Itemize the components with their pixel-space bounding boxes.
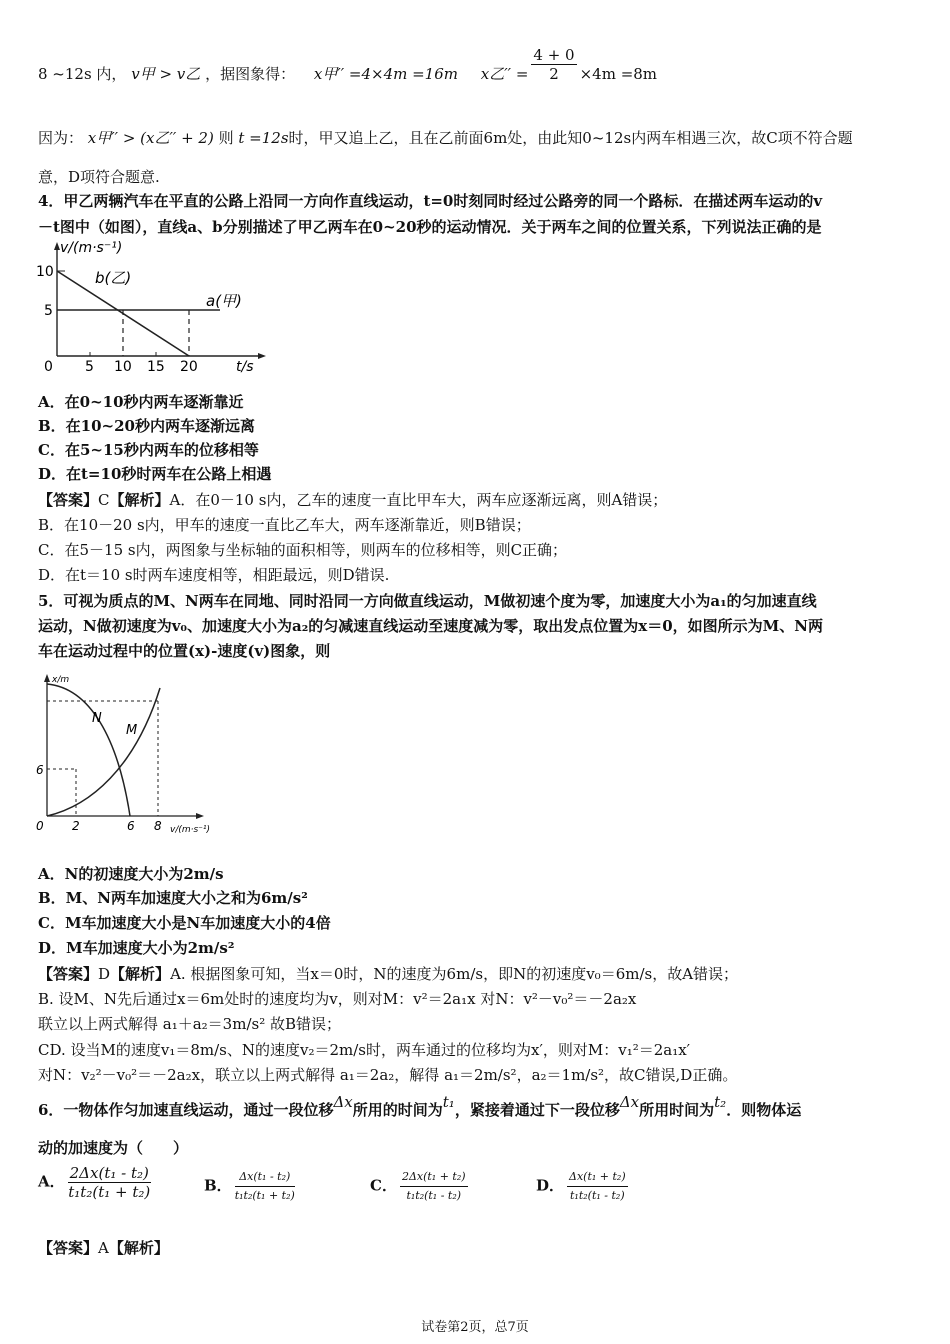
q5-stem-1: 5．可视为质点的M、N两车在同地、同时沿同一方向做直线运动，M做初速个度为零，加速度大小为a₁的匀加速直线 — [38, 592, 817, 610]
q6-option-a: A． $\frac{\text{2Δx(t₁ - t₂)}}{\text{t₁t₂(t₁ + t₂)}}$ — [38, 1164, 151, 1201]
q6-option-b: B． $\frac{\text{Δx(t₁ - t₂)}}{\text{t₁t₂(t₁ + t₂)}}$ — [204, 1170, 295, 1202]
q4-option-d: D．在t=10秒时两车在公路上相遇 — [38, 465, 272, 483]
x-yi: x乙′′ = — [480, 65, 529, 83]
prev-line-3: 意，D项符合题意. — [38, 168, 160, 186]
xtick-0: 0 — [44, 359, 53, 375]
x-jia: x甲′′ =4×4m =16m — [313, 65, 458, 83]
q6-stem-1: 6．一物体作匀加速直线运动，通过一段位移Δx所用的时间为t₁，紧接着通过下一段位移Δx所用时间为t₂．则物体运 — [38, 1093, 802, 1119]
q5-stem-3: 车在运动过程中的位置(x)-速度(v)图象，则 — [38, 642, 331, 660]
curve-m — [47, 688, 160, 816]
q4-vt-chart — [30, 238, 270, 376]
q5-expl-b2: 联立以上两式解得 a₁＋a₂＝3m/s² 故B错误； — [38, 1015, 342, 1033]
q5-expl-b: B. 设M、N先后通过x＝6m处时的速度均为v，则对M：v²＝2a₁x 对N：v²－v₀²＝－2a₂x — [38, 990, 637, 1008]
q6-option-d: D． $\frac{\text{Δx(t₁ + t₂)}}{\text{t₁t₂(t₁ - t₂)}}$ — [536, 1170, 626, 1202]
q4-option-a: A．在0~10秒内两车逐渐靠近 — [38, 393, 244, 411]
q4-stem-2: －t图中（如图），直线a、b分别描述了甲乙两车在0~20秒的运动情况．关于两车之间的位置关系，下列说法正确的是 — [38, 218, 822, 236]
q6-stem-2: 动的加速度为（ ） — [38, 1139, 189, 1157]
q6-option-c: C． $\frac{\text{2Δx(t₁ + t₂)}}{\text{t₁t₂(t₁ - t₂)}}$ — [370, 1170, 466, 1202]
q4-ylabel: v/(m·s⁻¹) — [60, 240, 123, 256]
q5-option-a: A．N的初速度大小为2m/s — [38, 865, 224, 883]
page-footer: 试卷第2页，总7页 — [421, 1320, 529, 1335]
fraction: $\frac{4 + 0}{2}$ — [533, 45, 575, 83]
q4-expl-b: B．在10－20 s内，甲车的速度一直比乙车大，两车逐渐靠近，则B错误； — [38, 516, 531, 534]
ytick-5: 5 — [44, 303, 53, 319]
xtick-10: 10 — [114, 359, 132, 375]
xtick-2: 2 — [72, 819, 80, 833]
curve-n — [47, 684, 130, 816]
q5-expl-cd: CD. 设当M的速度v₁＝8m/s、N的速度v₂＝2m/s时，两车通过的位移均为x′，则对M：v₁²＝2a₁x′ — [38, 1041, 691, 1059]
q5-xlabel: v/(m·s⁻¹) — [170, 825, 211, 835]
q4-answer: 【答案】C【解析】A．在0－10 s内，乙车的速度一直比甲车大，两车应逐渐远离，则A错误； — [38, 491, 668, 509]
label-m: M — [126, 723, 138, 738]
prev-line-1: 8 ~12s 内， v甲 > v乙 ，据图象得： x甲′′ =4×4m =16m x乙′′ = $\frac{4 + 0}{2}$ ×4m =8m — [38, 45, 658, 83]
inequality: x甲′′ > (x乙′′ + 2) — [87, 129, 214, 147]
q5-ylabel: x/m — [52, 675, 70, 685]
xtick-0: 0 — [36, 819, 44, 833]
q4-option-c: C．在5~15秒内两车的位移相等 — [38, 441, 259, 459]
q4-xlabel: t/s — [236, 359, 254, 375]
q5-option-b: B．M、N两车加速度大小之和为6m/s² — [38, 889, 308, 907]
xtick-15: 15 — [147, 359, 165, 375]
q5-option-c: C．M车加速度大小是N车加速度大小的4倍 — [38, 914, 331, 932]
q5-answer: 【答案】D【解析】A. 根据图象可知，当x＝0时，N的速度为6m/s，即N的初速度v₀＝6m/s，故A错误； — [38, 965, 739, 983]
xtick-5: 5 — [85, 359, 94, 375]
ytick-10: 10 — [36, 264, 54, 280]
q4-stem-1: 4．甲乙两辆汽车在平直的公路上沿同一方向作直线运动，t=0时刻同时经过公路旁的同一个路标．在描述两车运动的v — [38, 192, 823, 210]
v-compare: v甲 > v乙 — [131, 65, 201, 83]
label-a: a(甲) — [206, 292, 242, 310]
q4-expl-d: D．在t＝10 s时两车速度相等，相距最远，则D错误. — [38, 566, 390, 584]
q5-expl-cd2: 对N：v₂²－v₀²＝－2a₂x，联立以上两式解得 a₁＝2a₂，解得 a₁＝2m/s²，a₂＝1m/s²，故C错误,D正确。 — [38, 1066, 738, 1084]
xtick-6: 6 — [127, 819, 135, 833]
xtick-20: 20 — [180, 359, 198, 375]
q4-expl-c: C．在5－15 s内，两图象与坐标轴的面积相等，则两车的位移相等，则C正确； — [38, 541, 568, 559]
q5-option-d: D．M车加速度大小为2m/s² — [38, 939, 235, 957]
ytick-6: 6 — [36, 763, 44, 777]
prev-line-2: 因为： x甲′′ > (x乙′′ + 2) 则 t =12s时，甲又追上乙，且在乙前面6m处，由此知0~12s内两车相遇三次，故C项不符合题 — [38, 129, 853, 147]
label-b: b(乙) — [95, 269, 132, 287]
q6-answer: 【答案】A【解析】 — [38, 1239, 169, 1257]
label-n: N — [92, 711, 102, 726]
xtick-8: 8 — [154, 819, 162, 833]
q4-option-b: B．在10~20秒内两车逐渐远离 — [38, 417, 255, 435]
q5-xv-chart — [30, 668, 230, 838]
q5-stem-2: 运动，N做初速度为v₀、加速度大小为a₂的匀减速直线运动至速度减为零，取出发点位置为x＝0，如图所示为M、N两 — [38, 617, 823, 635]
